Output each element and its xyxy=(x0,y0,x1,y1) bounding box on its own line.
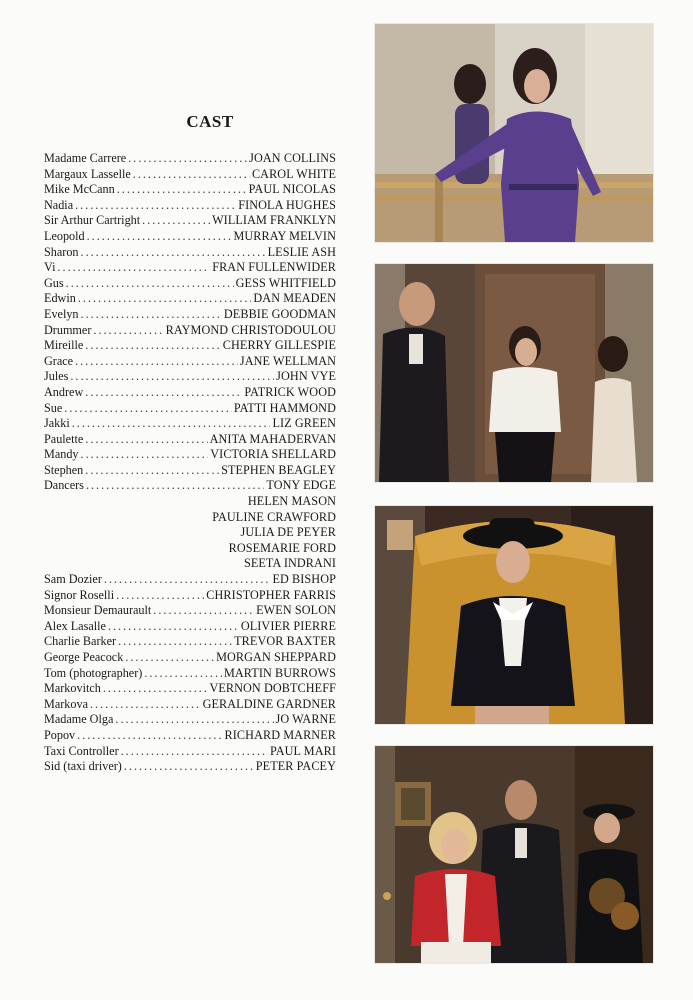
dot-leader xyxy=(153,603,254,619)
cast-actor: PAUL NICOLAS xyxy=(248,182,336,197)
cast-actor: FINOLA HUGHES xyxy=(238,197,336,212)
cast-entry xyxy=(44,151,336,167)
cast-entry xyxy=(44,634,336,650)
dot-leader xyxy=(66,276,234,292)
dot-leader xyxy=(125,650,214,666)
cast-actor: EWEN SOLON xyxy=(256,603,336,618)
cast-heading: CAST xyxy=(186,112,234,131)
red-jacket-scene-image xyxy=(375,746,653,963)
cast-role: Popov xyxy=(44,727,76,742)
cast-actor: PATRICK WOOD xyxy=(244,384,336,399)
cast-entry xyxy=(44,416,336,432)
dot-leader xyxy=(85,463,219,479)
cast-entry xyxy=(44,323,336,339)
cast-actor: TREVOR BAXTER xyxy=(234,634,336,649)
photo-red-jacket-scene xyxy=(375,746,653,963)
cast-entry xyxy=(44,182,336,198)
cast-entry xyxy=(44,167,336,183)
cast-actor: LIZ GREEN xyxy=(272,416,336,431)
dot-leader xyxy=(64,401,232,417)
dot-leader xyxy=(108,619,239,635)
cast-actor: PATTI HAMMOND xyxy=(233,400,336,415)
cast-role: Nadia xyxy=(44,197,74,212)
cast-role: Markova xyxy=(44,696,88,711)
cast-actor: MURRAY MELVIN xyxy=(233,228,336,243)
dot-leader xyxy=(81,245,266,261)
dot-leader xyxy=(128,151,247,167)
cast-role: Taxi Controller xyxy=(44,743,119,758)
cast-role: Sam Dozier xyxy=(44,572,102,587)
cast-entry xyxy=(44,759,336,775)
dot-leader xyxy=(85,385,242,401)
dot-leader xyxy=(117,182,247,198)
cast-role: Mandy xyxy=(44,447,79,462)
dot-leader xyxy=(121,744,268,760)
cast-entry xyxy=(44,744,336,760)
dot-leader xyxy=(77,728,222,744)
cast-entry xyxy=(44,369,336,385)
cast-actor: JULIA DE PEYER xyxy=(240,525,336,540)
cast-role: Jules xyxy=(44,369,69,384)
dot-leader xyxy=(133,167,250,183)
dot-leader xyxy=(72,416,271,432)
cast-entry xyxy=(44,478,336,494)
dot-leader xyxy=(144,666,222,682)
dance-studio-image xyxy=(375,24,653,242)
cast-role: Signor Roselli xyxy=(44,587,115,602)
cast-actor: SEETA INDRANI xyxy=(243,556,336,571)
dot-leader xyxy=(116,588,204,604)
cast-entry xyxy=(44,603,336,619)
dot-leader xyxy=(93,323,163,339)
cast-actor: PAUL MARI xyxy=(269,743,336,758)
dot-leader xyxy=(75,198,236,214)
cast-role: Stephen xyxy=(44,462,84,477)
dot-leader xyxy=(57,260,210,276)
cast-entry xyxy=(44,572,336,588)
dot-leader xyxy=(103,681,208,697)
cast-actor: OLIVIER PIERRE xyxy=(240,618,336,633)
cast-actor: WILLIAM FRANKLYN xyxy=(212,213,336,228)
cast-section xyxy=(44,112,336,775)
photo-interior-scene xyxy=(375,264,653,482)
cast-entry xyxy=(44,728,336,744)
dot-leader xyxy=(104,572,271,588)
cast-actor: ROSEMARIE FORD xyxy=(228,540,336,555)
cast-entry xyxy=(44,510,336,526)
cast-entry xyxy=(44,650,336,666)
cast-entry xyxy=(44,198,336,214)
cast-actor: LESLIE ASH xyxy=(267,244,336,259)
cast-entry xyxy=(44,681,336,697)
cast-entry xyxy=(44,291,336,307)
dot-leader xyxy=(87,229,232,245)
cast-actor: DAN MEADEN xyxy=(253,291,336,306)
cast-entry xyxy=(44,463,336,479)
cast-role: Charlie Barker xyxy=(44,634,117,649)
cast-actor: CHERRY GILLESPIE xyxy=(222,338,336,353)
cast-role: Andrew xyxy=(44,384,84,399)
cast-role: Gus xyxy=(44,275,64,290)
cast-actor: RAYMOND CHRISTODOULOU xyxy=(165,322,336,337)
dot-leader xyxy=(70,369,274,385)
cast-entry xyxy=(44,260,336,276)
cast-entry xyxy=(44,619,336,635)
cast-actor: GESS WHITFIELD xyxy=(235,275,336,290)
cast-actor: MORGAN SHEPPARD xyxy=(216,650,336,664)
cast-role: Sharon xyxy=(44,244,79,259)
cast-role: Alex Lasalle xyxy=(44,618,106,633)
dot-leader xyxy=(115,712,273,728)
cast-role: Mireille xyxy=(44,338,84,353)
dot-leader xyxy=(124,759,254,775)
cast-entry xyxy=(44,338,336,354)
cast-role: Monsieur Demaurault xyxy=(44,603,152,618)
interior-scene-image xyxy=(375,264,653,482)
cast-entry xyxy=(44,447,336,463)
cast-actor: CHRISTOPHER FARRIS xyxy=(206,587,336,602)
dot-leader xyxy=(81,307,222,323)
cast-entry xyxy=(44,712,336,728)
dot-leader xyxy=(86,478,264,494)
dot-leader xyxy=(85,338,221,354)
dot-leader xyxy=(118,634,232,650)
cast-actor: JOAN COLLINS xyxy=(249,151,336,165)
cast-role: Dancers xyxy=(44,478,84,493)
cast-role: Jakki xyxy=(44,416,70,431)
dot-leader xyxy=(85,432,207,448)
cast-role: Evelyn xyxy=(44,306,79,321)
cast-entry xyxy=(44,354,336,370)
cast-actor: PAULINE CRAWFORD xyxy=(212,509,336,524)
cast-role: Tom (photographer) xyxy=(44,665,143,680)
cast-entry xyxy=(44,432,336,448)
cast-role: Madame Carrere xyxy=(44,151,127,165)
cast-actor: ANITA MAHADERVAN xyxy=(209,431,336,446)
cast-role: Margaux Lasselle xyxy=(44,166,131,181)
cast-role: Madame Olga xyxy=(44,712,114,727)
cast-entry xyxy=(44,525,336,541)
cast-entry xyxy=(44,307,336,323)
cast-entry xyxy=(44,588,336,604)
cast-entry xyxy=(44,385,336,401)
cast-role: Sue xyxy=(44,400,63,415)
cast-actor: JOHN VYE xyxy=(276,369,336,384)
cast-entry xyxy=(44,697,336,713)
cast-role: Drummer xyxy=(44,322,92,337)
cast-actor: MARTIN BURROWS xyxy=(223,665,336,680)
cast-entry xyxy=(44,229,336,245)
cast-actor: CAROL WHITE xyxy=(251,166,336,181)
dot-leader xyxy=(81,447,209,463)
cast-role: Paulette xyxy=(44,431,84,446)
cast-role: Vi xyxy=(44,260,56,275)
cast-entry xyxy=(44,401,336,417)
cast-actor: VICTORIA SHELLARD xyxy=(210,447,336,462)
armchair-portrait-image xyxy=(375,506,653,724)
cast-actor: JANE WELLMAN xyxy=(239,353,336,368)
cast-actor: ED BISHOP xyxy=(272,572,336,587)
cast-entry xyxy=(44,213,336,229)
cast-actor: GERALDINE GARDNER xyxy=(202,696,336,711)
dot-leader xyxy=(142,213,210,229)
cast-role: Grace xyxy=(44,353,74,368)
cast-role: Leopold xyxy=(44,228,85,243)
cast-actor: RICHARD MARNER xyxy=(224,727,336,742)
cast-actor: HELEN MASON xyxy=(247,494,336,509)
cast-role: Markovitch xyxy=(44,681,101,696)
cast-entry xyxy=(44,541,336,557)
cast-role: Mike McCann xyxy=(44,182,115,197)
photo-dance-studio xyxy=(375,24,653,242)
photo-armchair-portrait xyxy=(375,506,653,724)
cast-actor: TONY EDGE xyxy=(266,478,336,493)
cast-actor: PETER PACEY xyxy=(255,759,336,774)
cast-entry xyxy=(44,276,336,292)
cast-actor: DEBBIE GOODMAN xyxy=(223,306,336,321)
dot-leader xyxy=(90,697,201,713)
cast-entry xyxy=(44,494,336,510)
cast-role: Edwin xyxy=(44,291,76,306)
cast-actor: FRAN FULLENWIDER xyxy=(212,260,336,275)
cast-entry xyxy=(44,666,336,682)
dot-leader xyxy=(78,291,252,307)
cast-role: George Peacock xyxy=(44,650,124,664)
cast-actor: JO WARNE xyxy=(275,712,336,727)
dot-leader xyxy=(75,354,238,370)
cast-list xyxy=(44,151,336,775)
cast-entry xyxy=(44,556,336,572)
cast-role: Sid (taxi driver) xyxy=(44,759,122,774)
cast-entry xyxy=(44,245,336,261)
cast-role: Sir Arthur Cartright xyxy=(44,213,141,228)
cast-actor: VERNON DOBTCHEFF xyxy=(209,681,336,696)
cast-actor: STEPHEN BEAGLEY xyxy=(221,462,336,477)
